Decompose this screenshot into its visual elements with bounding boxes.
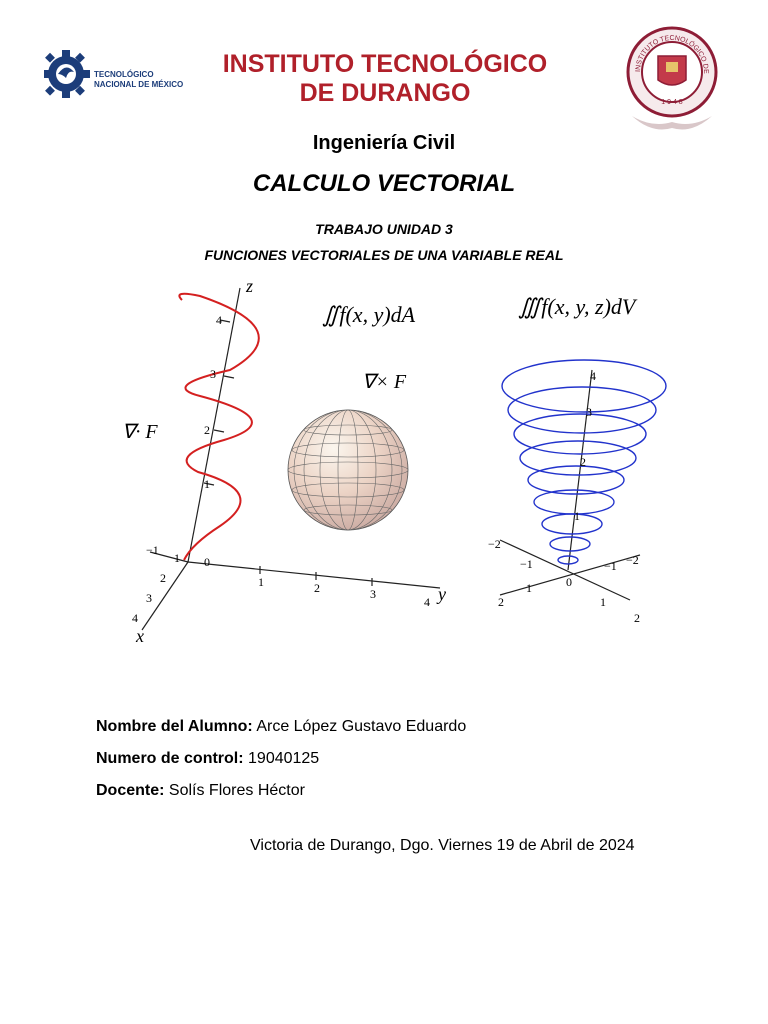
helix-y-tick: 2 (314, 581, 320, 595)
seal-year: 1 9 4 8 (661, 99, 683, 106)
triple-integral-formula: ∭f(x, y, z)dV (518, 294, 636, 319)
cone-z-tick: 1 (574, 509, 580, 523)
tecnm-text-line-2: NACIONAL DE MÉXICO (94, 80, 184, 89)
helix-y-label: y (438, 584, 446, 604)
student-name-row (96, 718, 466, 736)
tecnm-text-line-1: TECNOLÓGICO (94, 70, 154, 79)
sphere-plot (288, 410, 408, 530)
vector-calculus-illustration (100, 270, 680, 660)
cone-neg-tick: −2 (488, 537, 501, 551)
cone-z-tick: 4 (590, 369, 596, 383)
helix-x-label: x (136, 626, 144, 646)
cone-pos-tick: 2 (498, 595, 504, 609)
teacher-row (96, 782, 305, 800)
student-name-label: Nombre del Alumno: (96, 718, 253, 735)
control-number-value: 19040125 (248, 750, 320, 767)
curl-formula: ∇× F (362, 371, 407, 393)
teacher-label: Docente: (96, 782, 165, 799)
cone-origin: 0 (566, 575, 572, 589)
helix-origin: 0 (204, 555, 210, 569)
helix-z-tick: 1 (204, 477, 210, 491)
divergence-formula: ∇· F (122, 421, 158, 443)
helix-x-tick: 2 (160, 571, 166, 585)
helix-curve (179, 294, 258, 560)
cone-neg-tick: −2 (626, 553, 639, 567)
cone-neg-tick: −1 (604, 559, 617, 573)
helix-z-tick: 3 (210, 367, 216, 381)
helix-x-tick: 3 (146, 591, 152, 605)
helix-neg-tick: −1 (146, 543, 159, 557)
control-number-label: Numero de control: (96, 750, 244, 767)
institution-title (170, 50, 600, 108)
cone-z-axis (568, 370, 592, 570)
itd-seal (622, 24, 722, 136)
seal-text: INSTITUTO TECNOLÓGICO DE (634, 34, 710, 74)
cone-z-tick: 2 (580, 455, 586, 469)
helix-x-tick: 1 (174, 551, 180, 565)
university-seal-icon (622, 24, 722, 136)
unit-title: TRABAJO UNIDAD 3 (315, 221, 453, 237)
cone-neg-tick: −1 (520, 557, 533, 571)
course-title: CALCULO VECTORIAL (252, 170, 516, 197)
cone-pos-tick: 2 (634, 611, 640, 625)
cone-pos-tick: 1 (526, 581, 532, 595)
institution-title-line-1: INSTITUTO TECNOLÓGICO (222, 50, 548, 78)
helix-y-tick: 3 (370, 587, 376, 601)
helix-z-axis (188, 288, 240, 562)
helix-y-tick: 4 (424, 595, 430, 609)
career-title: Ingeniería Civil (312, 132, 456, 154)
control-number-row (96, 750, 319, 768)
teacher-value: Solís Flores Héctor (168, 782, 305, 799)
topic-title: FUNCIONES VECTORIALES DE UNA VARIABLE REAL (204, 247, 564, 263)
institution-title-line-2: DE DURANGO (299, 79, 471, 107)
cone-pos-tick: 1 (600, 595, 606, 609)
cone-z-tick: 3 (586, 405, 592, 419)
place-and-date: Victoria de Durango, Dgo. Viernes 19 de Abril de 2024 (250, 837, 635, 854)
helix-z-tick: 4 (216, 313, 222, 327)
cone-spiral-plot (488, 360, 666, 625)
student-name-value: Arce López Gustavo Eduardo (256, 718, 467, 735)
helix-x-tick: 4 (132, 611, 138, 625)
helix-y-tick: 1 (258, 575, 264, 589)
double-integral-formula: ∬f(x, y)dA (322, 302, 416, 327)
helix-z-label: z (246, 276, 254, 296)
helix-z-tick: 2 (204, 423, 210, 437)
